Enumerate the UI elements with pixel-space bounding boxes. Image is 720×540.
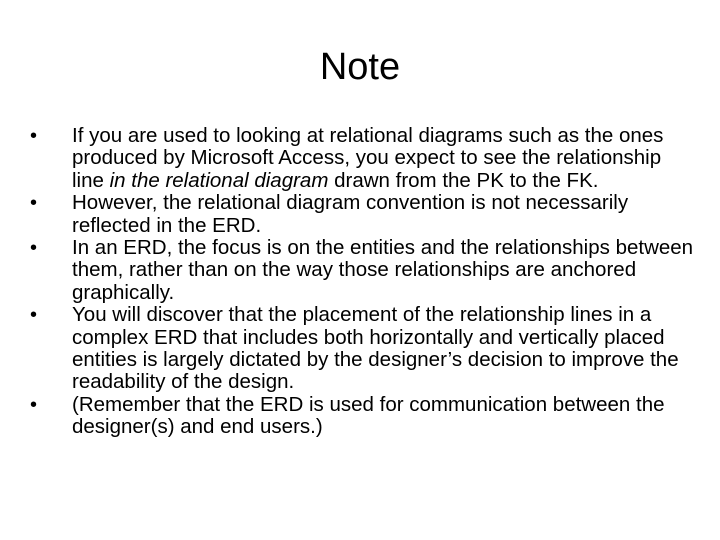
slide-title: Note — [319, 46, 401, 88]
bullet-marker: • — [30, 192, 38, 215]
bullet-marker: • — [30, 393, 38, 416]
bullet-item-3 — [30, 237, 694, 304]
bullet-item-5 — [30, 394, 694, 439]
bullet-marker: • — [30, 237, 38, 260]
bullet-text: You will discover that the placement of the relationship lines in a complex ERD that includes both horizontally and vertically placed entities is largely dictated by the designer’s decision to improve the readability of the design. — [72, 303, 679, 394]
bullet-marker: • — [30, 304, 38, 327]
bullet-text: (Remember that the ERD is used for communication between the designer(s) and end users.) — [72, 392, 665, 439]
bullet-item-4 — [30, 304, 694, 394]
bullet-list — [30, 125, 694, 439]
bullet-text: However, the relational diagram convention is not necessarily reflected in the ERD. — [72, 191, 629, 237]
bullet-item-1 — [30, 125, 694, 192]
bullet-marker: • — [30, 125, 38, 147]
bullet-item-2 — [30, 192, 694, 237]
bullet-text: In an ERD, the focus is on the entities and the relationships between them, rather than on the way those relationships are anchored graphically. — [72, 236, 694, 304]
bullet-text-part: If you are used to looking at relational diagrams such as the ones produced by Microsoft Access, you expect to see the relationship line — [72, 124, 664, 192]
bullet-text-part: drawn from the PK to the FK. — [328, 168, 599, 192]
bullet-text-emphasis: in the relational diagram — [109, 168, 329, 192]
